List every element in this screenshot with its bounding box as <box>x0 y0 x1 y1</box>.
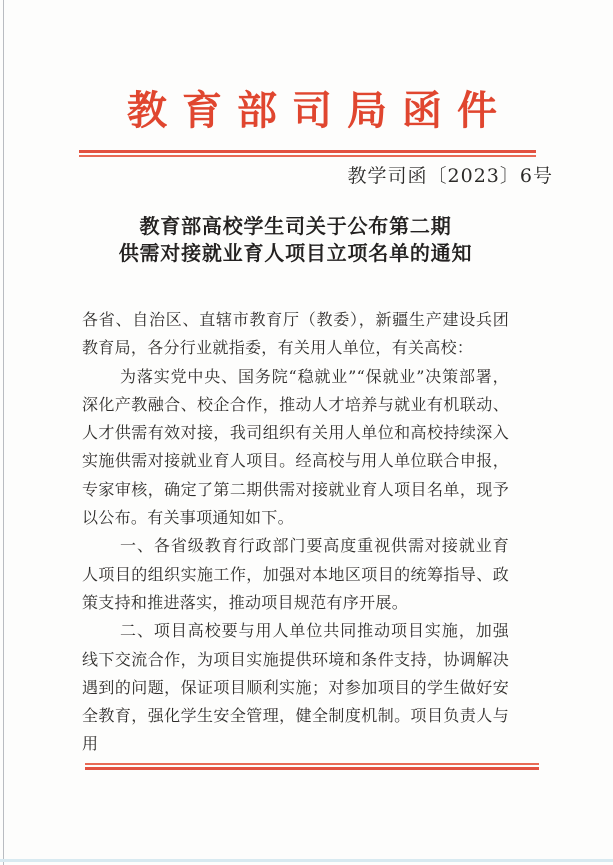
letterhead-title: 教育部司局函件 <box>127 87 512 134</box>
notice-title-line2: 供需对接就业育人项目立项名单的通知 <box>118 241 473 265</box>
body-paragraph-2: 一、各省级教育行政部门要高度重视供需对接就业育人项目的组织实施工作，加强对本地区项目的统筹指导、政策支持和推进落实，推动项目规范有序开展。 <box>82 536 509 612</box>
body-paragraph-3: 二、项目高校要与用人单位共同推动项目实施，加强线下交流合作，为项目实施提供环境和条件支持，协调解决遇到的问题，保证项目顺利实施；对参加项目的学生做好安全教育，强化学生安全管理，健全制度机制。项目负责人与用 <box>82 621 509 754</box>
notice-body <box>82 306 509 759</box>
body-paragraph-1: 为落实党中央、国务院“稳就业”“保就业”决策部署，深化产教融合、校企合作，推动人才培养与就业有机联动、人才供需有效对接，我司组织有关用人单位和高校持续深入实施供需对接就业育人项目。经高校与用人单位联合申报，专家审核，确定了第二期供需对接就业育人项目名单，现予以公布。有关事项通知如下。 <box>82 366 509 528</box>
notice-title-line1: 教育部高校学生司关于公布第二期 <box>139 214 452 238</box>
letterhead-rule <box>79 150 536 157</box>
footer-rule-thick <box>85 767 539 770</box>
footer-rule-thin <box>85 763 539 765</box>
notice-title <box>82 213 509 267</box>
scan-edge-bottom <box>0 859 613 862</box>
letterhead-rule-thin <box>79 155 536 157</box>
document-number: 教学司函〔2023〕6号 <box>347 165 553 187</box>
scan-edge-left <box>3 0 4 865</box>
footer-rule <box>85 763 539 770</box>
salutation: 各省、自治区、直辖市教育厅（教委），新疆生产建设兵团教育局，各分行业就指委，有关用人单位，有关高校： <box>82 310 509 358</box>
letterhead-rule-thick <box>79 150 536 153</box>
